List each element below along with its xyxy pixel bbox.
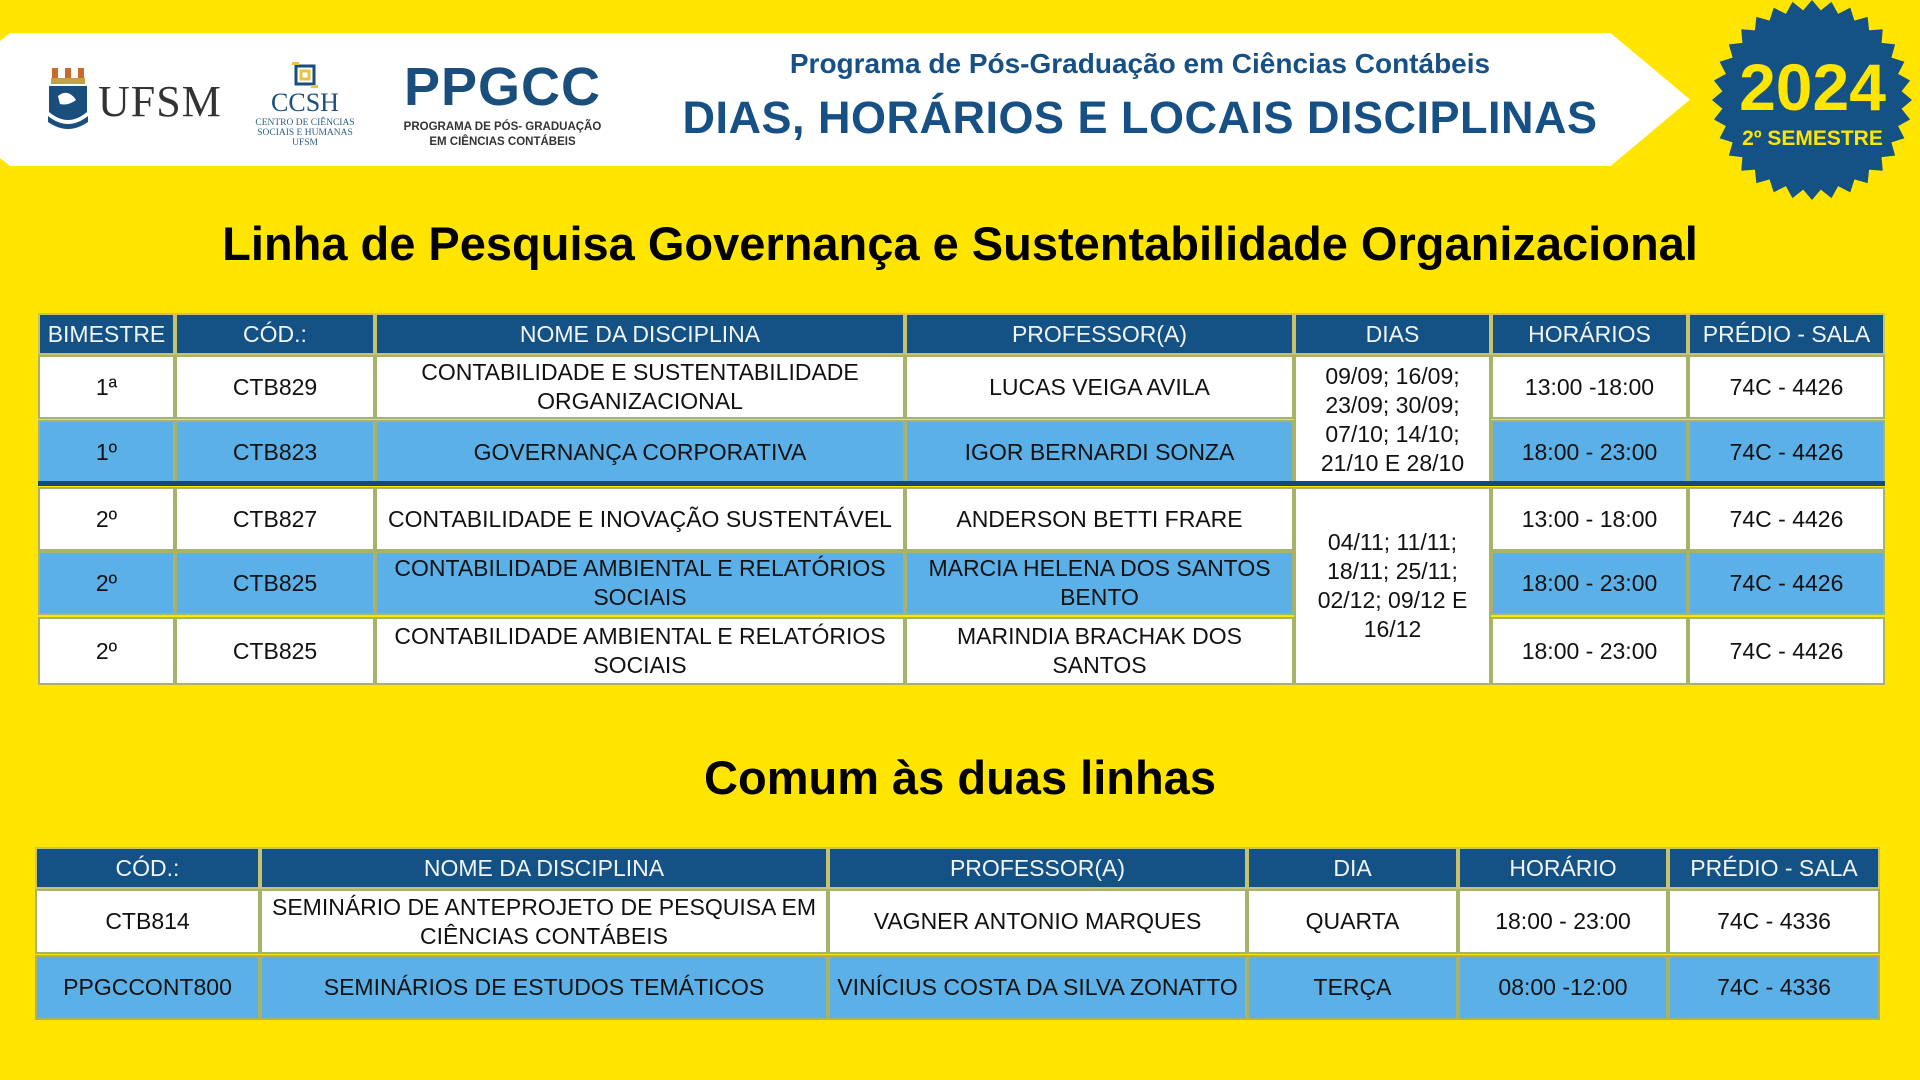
column-header-horarios: HORÁRIOS bbox=[1491, 313, 1688, 355]
table-cell-codigo: CTB829 bbox=[175, 355, 375, 419]
ppgcc-logo bbox=[395, 58, 610, 150]
table-cell-horario: 08:00 -12:00 bbox=[1458, 955, 1668, 1020]
table-cell-professor: MARINDIA BRACHAK DOS SANTOS bbox=[905, 617, 1294, 685]
table-cell-dias-group: 04/11; 11/11; 18/11; 25/11; 02/12; 09/12 E 16/12 bbox=[1294, 487, 1491, 685]
ccsh-title: CCSH bbox=[271, 88, 339, 117]
table-cell-dia: TERÇA bbox=[1247, 955, 1458, 1020]
table-cell-codigo: CTB825 bbox=[175, 551, 375, 615]
ufsm-wordmark: UFSM bbox=[98, 77, 222, 126]
table-cell-sala: 74C - 4336 bbox=[1668, 955, 1880, 1020]
table-cell-sala: 74C - 4426 bbox=[1688, 487, 1885, 551]
table-cell-disciplina: CONTABILIDADE E SUSTENTABILIDADE ORGANIZACIONAL bbox=[375, 355, 905, 419]
table-cell-codigo: PPGCCONT800 bbox=[35, 955, 260, 1020]
table-cell-sala: 74C - 4426 bbox=[1688, 420, 1885, 484]
program-subtitle: Programa de Pós-Graduação em Ciências Contábeis bbox=[789, 48, 1491, 79]
ppgcc-subtitle-2: EM CIÊNCIAS CONTÁBEIS bbox=[429, 136, 576, 148]
bimester-divider bbox=[38, 481, 1885, 486]
column-header-sala: PRÉDIO - SALA bbox=[1668, 847, 1880, 889]
table-cell-horario: 13:00 - 18:00 bbox=[1491, 487, 1688, 551]
table-cell-sala: 74C - 4426 bbox=[1688, 617, 1885, 685]
table-cell-codigo: CTB814 bbox=[35, 889, 260, 954]
ppgcc-title: PPGCC bbox=[403, 57, 602, 117]
table-cell-dia: QUARTA bbox=[1247, 889, 1458, 954]
column-header-dias: DIAS bbox=[1294, 313, 1491, 355]
column-header-professor: PROFESSOR(A) bbox=[905, 313, 1294, 355]
ufsm-crest-icon bbox=[46, 66, 90, 134]
table-cell-sala: 74C - 4426 bbox=[1688, 355, 1885, 419]
table-cell-bimestre: 2º bbox=[38, 487, 175, 551]
ppgcc-subtitle-1: PROGRAMA DE PÓS- GRADUAÇÃO bbox=[403, 121, 602, 133]
table-cell-bimestre: 2º bbox=[38, 551, 175, 615]
column-header-bimestre: BIMESTRE bbox=[38, 313, 175, 355]
ccsh-ufsm-text: UFSM bbox=[292, 138, 318, 148]
table-cell-codigo: CTB827 bbox=[175, 487, 375, 551]
column-header-professor: PROFESSOR(A) bbox=[828, 847, 1247, 889]
semester-badge bbox=[1710, 0, 1915, 205]
ccsh-subtitle-text: CENTRO DE CIÊNCIAS SOCIAIS E HUMANAS bbox=[255, 118, 355, 138]
table-cell-professor: MARCIA HELENA DOS SANTOS BENTO bbox=[905, 551, 1294, 615]
ccsh-subtitle bbox=[250, 118, 360, 148]
table-cell-disciplina: CONTABILIDADE AMBIENTAL E RELATÓRIOS SOCIAIS bbox=[375, 617, 905, 685]
table-cell-disciplina: SEMINÁRIOS DE ESTUDOS TEMÁTICOS bbox=[260, 955, 828, 1020]
table-cell-professor: ANDERSON BETTI FRARE bbox=[905, 487, 1294, 551]
column-header-horario: HORÁRIO bbox=[1458, 847, 1668, 889]
table-cell-disciplina: GOVERNANÇA CORPORATIVA bbox=[375, 420, 905, 484]
badge-semester: 2º SEMESTRE bbox=[1742, 127, 1883, 150]
ufsm-logo bbox=[46, 66, 226, 136]
section-title-comum: Comum às duas linhas bbox=[704, 751, 1216, 804]
table-cell-professor: LUCAS VEIGA AVILA bbox=[905, 355, 1294, 419]
table-cell-professor: VAGNER ANTONIO MARQUES bbox=[828, 889, 1247, 954]
column-header-dia: DIA bbox=[1247, 847, 1458, 889]
ccsh-logo bbox=[250, 60, 360, 155]
table-cell-sala: 74C - 4336 bbox=[1668, 889, 1880, 954]
table-cell-disciplina: SEMINÁRIO DE ANTEPROJETO DE PESQUISA EM CIÊNCIAS CONTÁBEIS bbox=[260, 889, 828, 954]
table-cell-sala: 74C - 4426 bbox=[1688, 551, 1885, 615]
table-cell-horario: 18:00 - 23:00 bbox=[1491, 420, 1688, 484]
table-cell-horario: 18:00 - 23:00 bbox=[1491, 551, 1688, 615]
table-cell-bimestre: 2º bbox=[38, 617, 175, 685]
column-header-nome: NOME DA DISCIPLINA bbox=[375, 313, 905, 355]
table-cell-horario: 13:00 -18:00 bbox=[1491, 355, 1688, 419]
table-cell-bimestre: 1º bbox=[38, 420, 175, 484]
table-cell-bimestre: 1ª bbox=[38, 355, 175, 419]
table-cell-disciplina: CONTABILIDADE E INOVAÇÃO SUSTENTÁVEL bbox=[375, 487, 905, 551]
column-header-codigo: CÓD.: bbox=[175, 313, 375, 355]
table-cell-dias-group: 09/09; 16/09; 23/09; 30/09; 07/10; 14/10; 21/10 E 28/10 bbox=[1294, 355, 1491, 484]
section-title-governanca: Linha de Pesquisa Governança e Sustentabilidade Organizacional bbox=[222, 217, 1698, 270]
table-cell-horario: 18:00 - 23:00 bbox=[1458, 889, 1668, 954]
column-header-nome: NOME DA DISCIPLINA bbox=[260, 847, 828, 889]
table-cell-professor: VINÍCIUS COSTA DA SILVA ZONATTO bbox=[828, 955, 1247, 1020]
table-cell-professor: IGOR BERNARDI SONZA bbox=[905, 420, 1294, 484]
table-cell-disciplina: CONTABILIDADE AMBIENTAL E RELATÓRIOS SOCIAIS bbox=[375, 551, 905, 615]
column-header-codigo: CÓD.: bbox=[35, 847, 260, 889]
badge-year: 2024 bbox=[1739, 50, 1886, 124]
table-cell-codigo: CTB823 bbox=[175, 420, 375, 484]
table-cell-codigo: CTB825 bbox=[175, 617, 375, 685]
page-title: DIAS, HORÁRIOS E LOCAIS DISCIPLINAS bbox=[682, 92, 1598, 143]
table-cell-horario: 18:00 - 23:00 bbox=[1491, 617, 1688, 685]
column-header-sala: PRÉDIO - SALA bbox=[1688, 313, 1885, 355]
